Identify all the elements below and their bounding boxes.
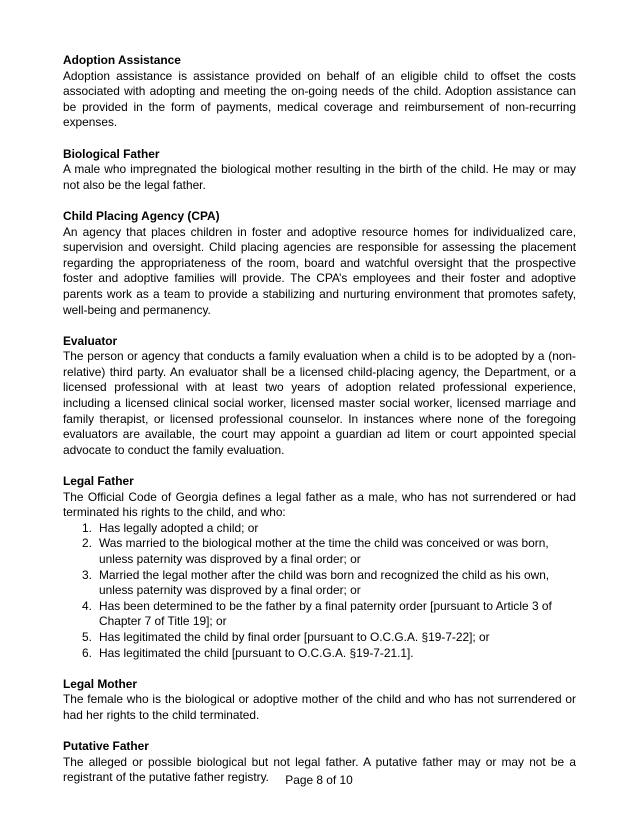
term-heading: Putative Father xyxy=(63,739,149,754)
list-item-number: 4. xyxy=(82,598,92,613)
list-item xyxy=(63,536,576,567)
list-item-number: 6. xyxy=(82,645,92,660)
term-definition: The Official Code of Georgia defines a legal father as a male, who has not surrendered or had terminated his rights to the child, and who: xyxy=(63,489,576,520)
term-heading: Biological Father xyxy=(63,146,160,161)
list-item-number: 3. xyxy=(82,567,92,582)
list-item xyxy=(63,568,576,599)
list-item-text: Has been determined to be the father by a final paternity order [pursuant to Article 3 of Chapter 7 of Title 19]; or xyxy=(99,598,552,629)
legal-father-criteria-list xyxy=(63,521,576,661)
list-item-number: 2. xyxy=(82,536,92,551)
term-heading: Child Placing Agency (CPA) xyxy=(63,208,220,223)
term-definition: The person or agency that conducts a family evaluation when a child is to be adopted by a (non-relative) third party. An evaluator shall be a licensed child-placing agency, the Department, or a licensed professional with at least two years of adoption related professional experience, including a licensed clinical social worker, licensed master social worker, licensed marriage and family therapist, or licensed professional counselor. In instances where none of the foregoing evaluators are available, the court may appoint a guardian ad litem or court appointed special advocate to conduct the family evaluation. xyxy=(63,349,576,457)
glossary-entry-legal-father xyxy=(63,474,576,661)
list-item-text: Married the legal mother after the child was born and recognized the child as his own, unless paternity was disproved by a final order; or xyxy=(99,567,550,598)
page-number: Page 8 of 10 xyxy=(285,773,353,787)
list-item xyxy=(63,646,576,662)
term-heading: Adoption Assistance xyxy=(63,53,181,67)
glossary-entry-child-placing-agency xyxy=(63,209,576,318)
term-definition: An agency that places children in foster and adoptive resource homes for individualized care, supervision and oversight. Child placing agencies are responsible for assessing the placement regarding the appropriateness of the room, board and watchful oversight that the prospective foster and adoptive families will provide. The CPA’s employees and their foster and adoptive parents work as a team to provide a stabilizing and nurturing environment that promotes safety, well-being and permanency. xyxy=(63,224,576,317)
list-item-text: Has legitimated the child by final order [pursuant to O.C.G.A. §19-7-22]; or xyxy=(99,629,490,644)
glossary-entry-evaluator xyxy=(63,334,576,459)
glossary-entry-adoption-assistance xyxy=(63,53,576,131)
glossary-entry-legal-mother xyxy=(63,677,576,724)
term-definition: A male who impregnated the biological mother resulting in the birth of the child. He may or may not also be the legal father. xyxy=(63,162,576,192)
list-item-number: 5. xyxy=(82,629,92,644)
list-item xyxy=(63,599,576,630)
list-item xyxy=(63,630,576,646)
document-page xyxy=(63,53,576,802)
term-heading: Legal Father xyxy=(63,474,134,489)
list-item xyxy=(63,521,576,537)
term-heading: Evaluator xyxy=(63,333,118,348)
list-item-number: 1. xyxy=(82,520,92,535)
term-definition: The alleged or possible biological but not legal father. A putative father may or may not be a registrant of the putative father registry. xyxy=(63,754,576,785)
list-item-text: Has legally adopted a child; or xyxy=(99,520,259,535)
glossary-entry-biological-father xyxy=(63,147,576,194)
term-definition: The female who is the biological or adoptive mother of the child and who has not surrendered or had her rights to the child terminated. xyxy=(63,692,576,722)
list-item-text: Has legitimated the child [pursuant to O.C.G.A. §19-7-21.1]. xyxy=(99,645,414,660)
term-heading: Legal Mother xyxy=(63,676,137,691)
list-item-text: Was married to the biological mother at the time the child was conceived or was born, unless paternity was disproved by a final order; or xyxy=(99,536,549,566)
term-definition: Adoption assistance is assistance provided on behalf of an eligible child to offset the costs associated with adopting and meeting the on-going needs of the child. Adoption assistance can be provided in the form of payments, medical coverage and reimbursement of non-recurring expenses. xyxy=(63,68,576,130)
